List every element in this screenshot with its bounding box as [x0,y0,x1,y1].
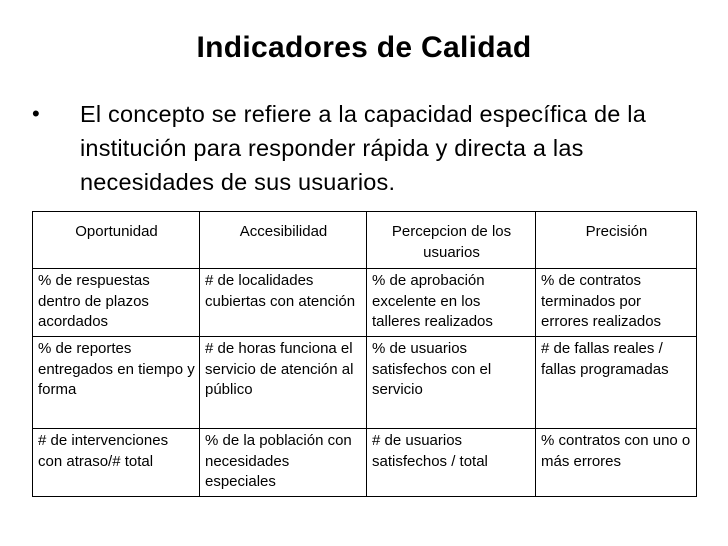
table-cell: # de intervenciones con atraso/# total [33,429,200,497]
table-header-row [33,212,697,269]
table-cell: % de contratos terminados por errores realizados [536,269,697,337]
bullet-text: El concepto se refiere a la capacidad específica de la institución para responder rápida y directa a las necesidades de sus usuarios. [80,101,646,195]
bullet-marker: • [32,101,40,126]
table-cell: # de horas funciona el servicio de atención al público [200,337,367,429]
table-row [33,429,697,497]
table-cell: % de la población con necesidades especiales [200,429,367,497]
header-oportunidad: Oportunidad [33,212,200,269]
header-accesibilidad: Accesibilidad [200,212,367,269]
table-row [33,269,697,337]
table-cell: # de usuarios satisfechos / total [367,429,536,497]
table-cell: % de respuestas dentro de plazos acordados [33,269,200,337]
table-cell: # de localidades cubiertas con atención [200,269,367,337]
table-cell: % contratos con uno o más errores [536,429,697,497]
table-cell: % de aprobación excelente en los talleres realizados [367,269,536,337]
slide-title: Indicadores de Calidad [196,31,532,64]
table-cell: % de reportes entregados en tiempo y forma [33,337,200,429]
table-row [33,337,697,429]
table-cell: # de fallas reales / fallas programadas [536,337,697,429]
indicators-table [32,211,697,497]
header-precision: Precisión [536,212,697,269]
header-percepcion: Percepcion de los usuarios [367,212,536,269]
table-cell: % de usuarios satisfechos con el servicio [367,337,536,429]
